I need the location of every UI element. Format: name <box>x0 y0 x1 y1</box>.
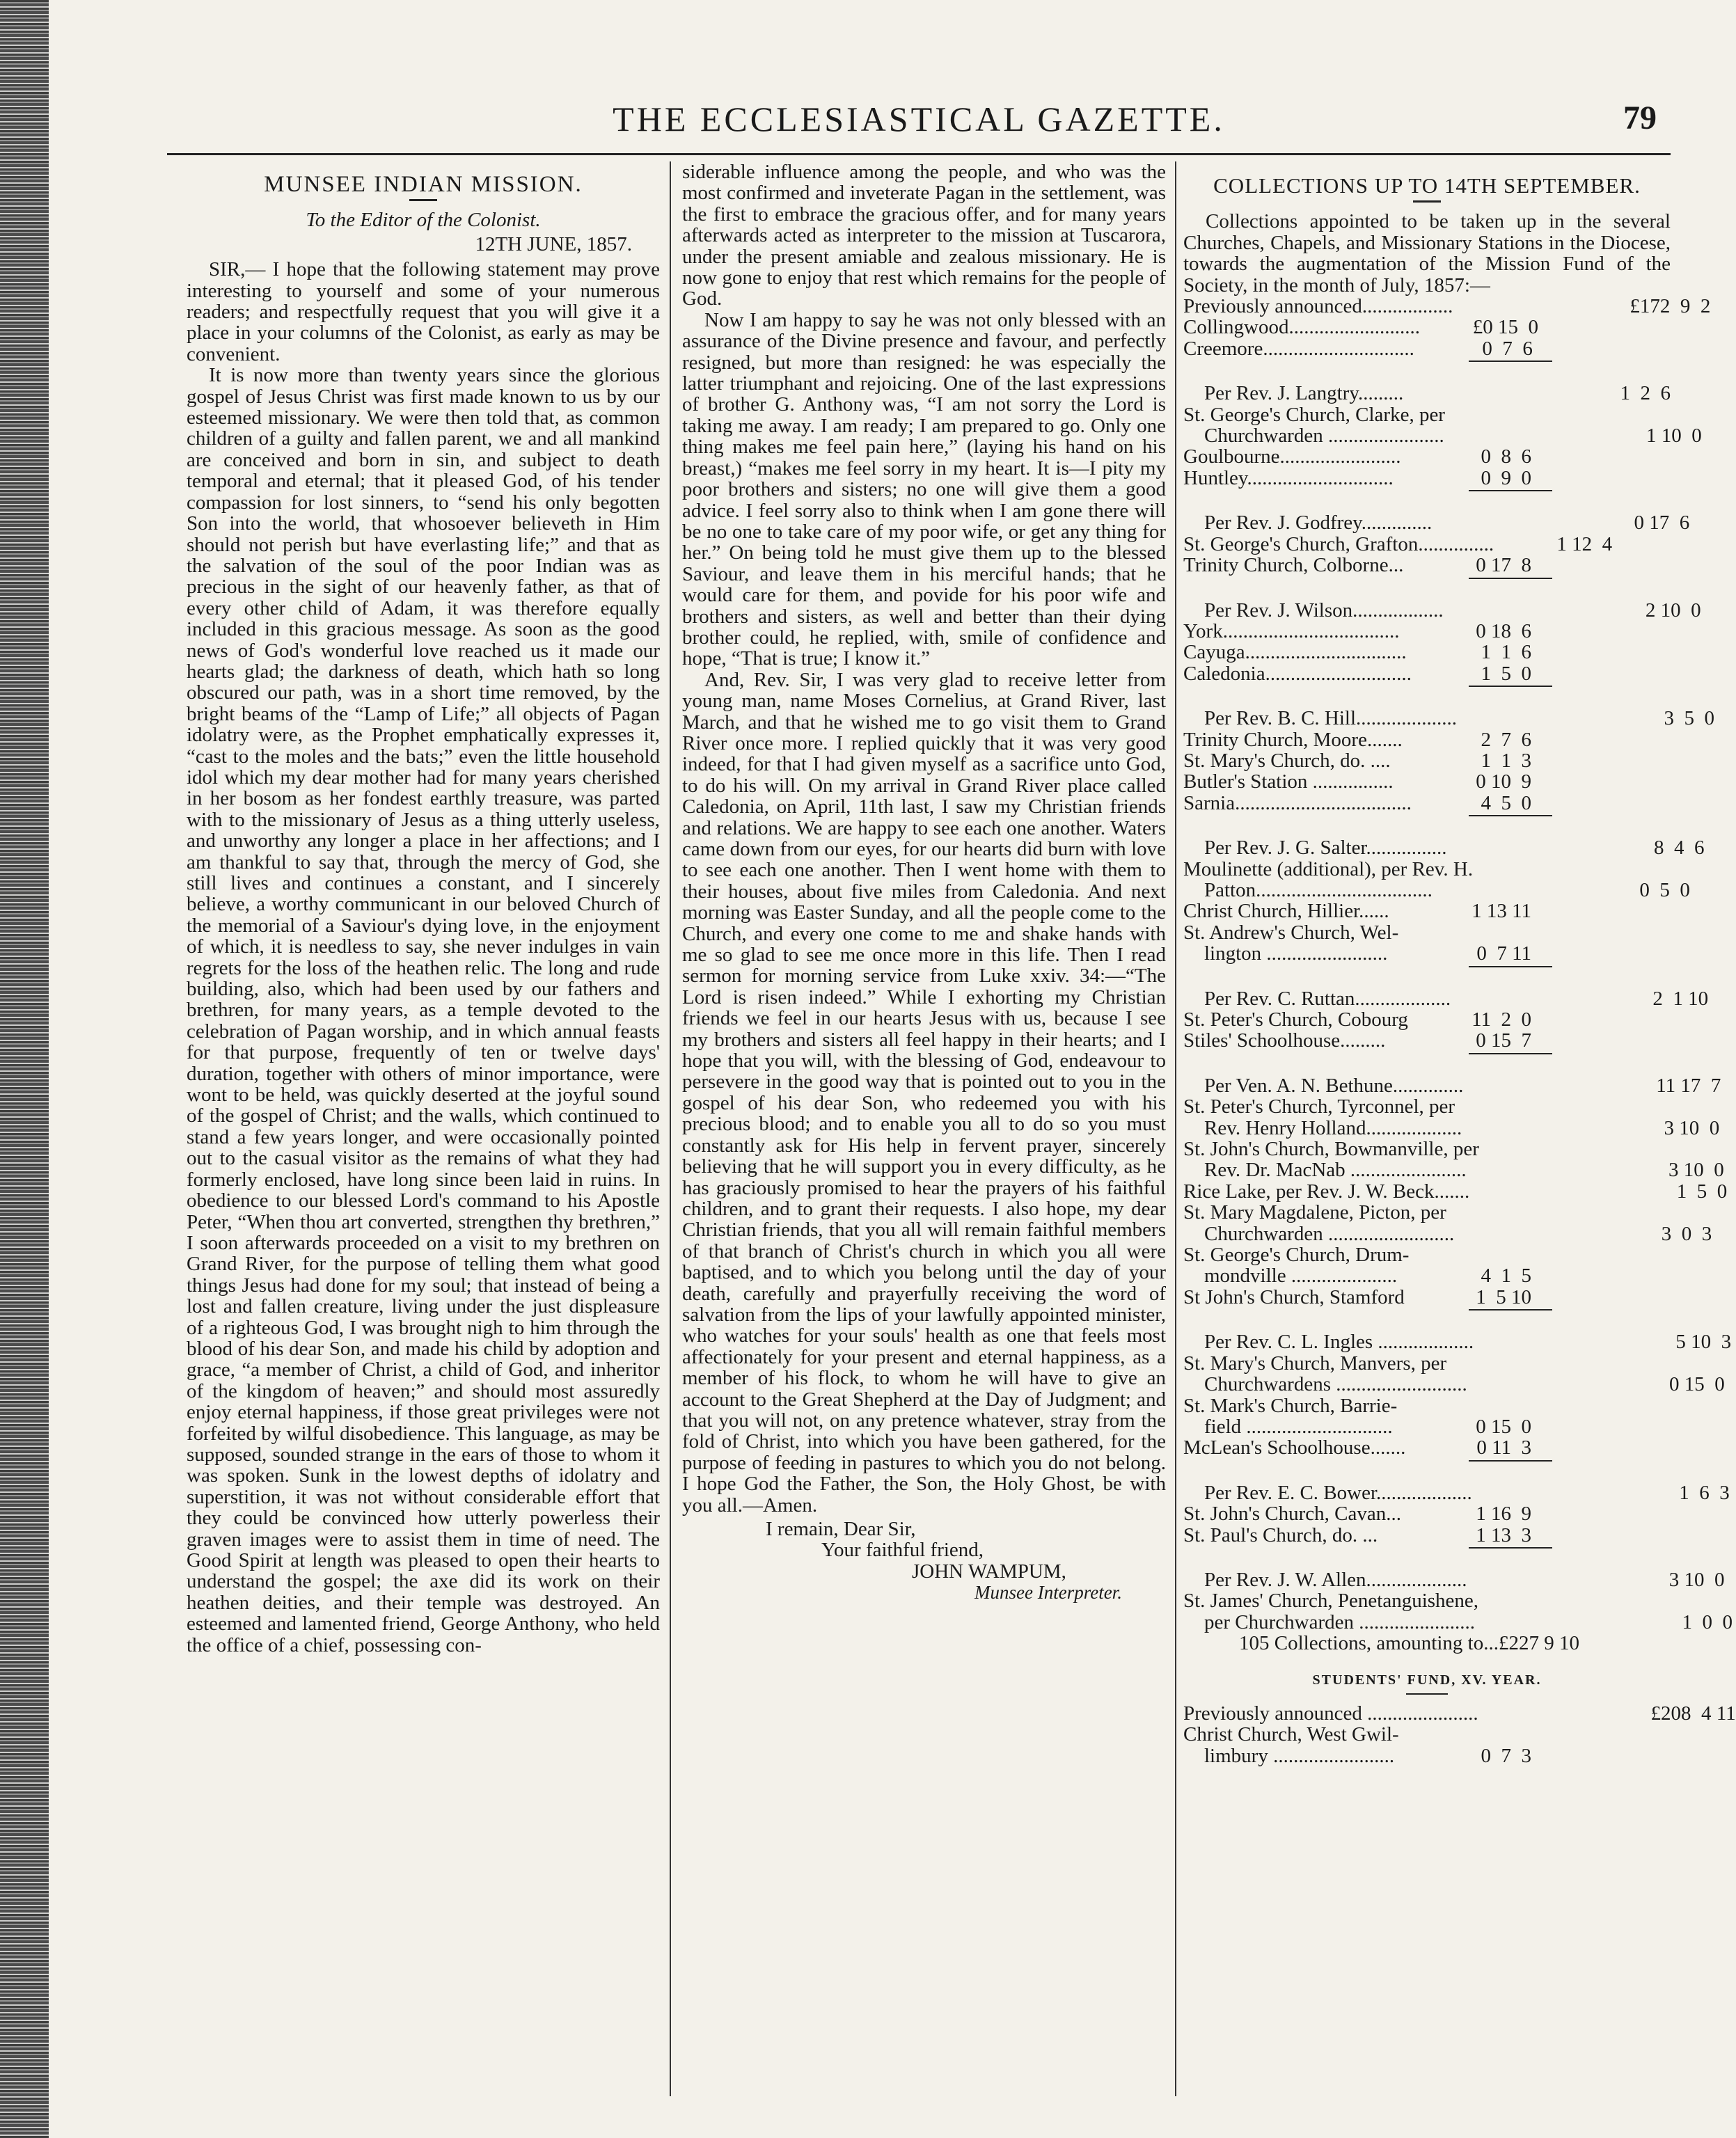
ledger-label: mondville ..................... <box>1204 1265 1398 1288</box>
ledger-label: Per Rev. C. Ruttan................... <box>1204 987 1451 1010</box>
ledger-label: St. Paul's Church, do. ... <box>1183 1523 1378 1546</box>
article-column-1 <box>187 161 660 1656</box>
ledger-label: Churchwardens .......................... <box>1204 1373 1467 1396</box>
section-gap <box>1183 491 1671 512</box>
ledger-label: Trinity Church, Moore....... <box>1183 728 1403 751</box>
ledger-row <box>1183 1096 1671 1117</box>
ledger-label: per Churchwarden ....................... <box>1204 1610 1475 1633</box>
collections-column <box>1183 161 1736 1767</box>
ledger-label: Christ Church, West Gwil- <box>1183 1723 1399 1746</box>
ledger-amount: £0 15 0 <box>1472 316 1538 339</box>
ledger-row <box>1183 1610 1733 1633</box>
ledger-label: St. George's Church, Clarke, per <box>1183 403 1445 426</box>
ledger-amount: 1 1 6 <box>1481 641 1531 664</box>
ledger-row <box>1183 1265 1671 1286</box>
ledger-label: St. Mary's Church, Manvers, per <box>1183 1352 1447 1375</box>
ledger-row <box>1183 663 1671 684</box>
signature-block <box>682 1519 1166 1604</box>
ledger-row <box>1183 446 1671 467</box>
ledger-amount: 1 16 9 <box>1476 1503 1531 1526</box>
section-gap <box>1183 1054 1671 1075</box>
ledger-row <box>1183 1030 1671 1051</box>
ledger-label: McLean's Schoolhouse....... <box>1183 1436 1406 1459</box>
ledger-amount: 0 7 6 <box>1482 337 1533 360</box>
ledger-label: limbury ........................ <box>1204 1744 1395 1767</box>
ledger-label: St John's Church, Stamford <box>1183 1285 1405 1308</box>
ledger-row <box>1183 1373 1725 1396</box>
ledger-amount: 0 8 6 <box>1481 445 1531 468</box>
ledger-amount: 0 9 0 <box>1481 466 1531 489</box>
ledger-subtotal: 0 5 0 <box>1639 878 1690 901</box>
page-number: 79 <box>1623 100 1657 136</box>
collections-ledger <box>1183 295 1733 1633</box>
ledger-amount: 0 7 11 <box>1476 942 1531 965</box>
ledger-row <box>1183 1139 1671 1159</box>
ledger-row <box>1183 729 1671 750</box>
ledger-amount: 1 13 3 <box>1476 1523 1531 1546</box>
ledger-label: Per Ven. A. N. Bethune.............. <box>1204 1074 1464 1097</box>
ledger-label: Previously announced ...................... <box>1183 1702 1478 1725</box>
collections-intro: Collections appointed to be taken up in the several Churches, Chapels, and Missionary Stations in the Diocese, towards the augmentation of the Mission Fund of the Society, in the month of July, 1857:— <box>1183 210 1671 296</box>
ledger-amount: 0 7 3 <box>1481 1744 1531 1767</box>
ledger-label: St. Peter's Church, Tyrconnel, per <box>1183 1095 1455 1118</box>
ledger-amount: 1 12 4 <box>1556 532 1613 555</box>
ledger-row <box>1183 943 1671 964</box>
ledger-label: Churchwarden ....................... <box>1204 425 1444 448</box>
ledger-row <box>1183 750 1671 771</box>
ledger-label: St. John's Church, Bowmanville, per <box>1183 1138 1479 1161</box>
ledger-label: Stiles' Schoolhouse......... <box>1183 1029 1386 1052</box>
ledger-subtotal: 1 6 3 <box>1679 1481 1730 1504</box>
ledger-label: Cayuga................................ <box>1183 641 1407 664</box>
ledger-label: Per Rev. J. Wilson.................. <box>1204 599 1444 621</box>
ledger-subtotal: 3 5 0 <box>1664 707 1715 730</box>
ledger-row <box>1183 837 1705 860</box>
ledger-amount: 0 15 0 <box>1476 1415 1531 1438</box>
ledger-subtotal: 1 5 0 <box>1676 1180 1728 1203</box>
ledger-row <box>1183 317 1671 338</box>
ledger-label: Per Rev. C. L. Ingles ................... <box>1204 1331 1474 1354</box>
ledger-row <box>1183 1503 1671 1524</box>
ledger-label: lington ........................ <box>1204 942 1388 965</box>
paragraph: It is now more than twenty years since the glorious gospel of Jesus Christ was first made known to us by our esteemed missionary. We were then told that, as common children of a guilty and fallen parent, we and all mankind are conceived and born in sin, and subject to death temporal and eternal; that it pleased God, of his tender compassion for lost sinners, to “send his only begotten Son into the world, that whosoever believeth in Him should not perish but have everlasting life;” and that as the salvation of the soul of the poor Indian was as precious in the sight of our heavenly father, as that of every other child of Adam, it was therefore equally included in this gracious message. As soon as the good news of God's wonderful love reached us it made our hearts glad; the darkness of death, which hath so long obscured our path, was in a short time removed, by the bright beams of the “Lamp of Life;” all objects of Pagan idolatry were, as the Prophet emphatically expresses it, “cast to the moles and the bats;” even the little household idol which my dear mother had for many years cherished in her bosom as her fondest earthly treasure, was parted with to the missionary of Jesus as a thing utterly useless, and unworthy any longer a place in her affections; and I am thankful to say that, through the mercy of God, she still lives and continues a constant, and I sincerely believe, a worthy communicant in our beloved Church of the memorial of a Saviour's dying love, in the enjoyment of which, it is needless to say, she never indulges in vain regrets for the loss of the heathen relic. The long and rude building, also, which had been used by our fathers and brethren, for many years, as a temple devoted to the celebration of Pagan worship, and in which annual feasts for that purpose, frequently of ten or twelve days' duration, together with others of minor importance, were wont to be held, was quickly deserted at the joyful sound of the gospel of Christ; and the walls, which continued to stand a few years longer, and were occasionally pointed out to the casual visitor as the remains of what they had formerly enclosed, have long since been laid in ruins. In obedience to our blessed Lord's command to his Apostle Peter, “When thou art converted, strengthen thy brethren,” I soon afterwards proceeded on a visit to my brethren on Grand River, for the purpose of telling them what good things Jesus had done for my soul; that instead of being a lost and fallen creature, living under the just displeasure of a righteous God, I was brought nigh to him through the blood of his dear Son, and made his child by adoption and grace, “a member of Christ, a child of God, and inheritor of the kingdom of heaven;” and should most assuredly enjoy eternal happiness, if those great privileges were not forfeited by wilful disobedience. This language, as may be supposed, sounded strange in the ears of those to whom it was spoken. Sunk in the lowest depths of idolatry and superstition, it was not without considerable effort that they could be convinced how utterly powerless their graven images were to assist them in time of need. The Good Spirit at length was pleased to open their hearts to understand the gospel; the axe did its work on their heathen deities, and their temple was destroyed. An esteemed and lamented friend, George Anthony, who held the office of a chief, possessing con- <box>187 364 660 1656</box>
ledger-amount: 4 5 0 <box>1481 791 1531 814</box>
ledger-label: York................................... <box>1183 619 1400 642</box>
ledger-row <box>1183 1724 1671 1745</box>
ledger-label: Patton................................... <box>1204 878 1433 901</box>
ledger-subtotal: 1 10 0 <box>1646 425 1702 448</box>
ledger-label: Churchwarden ......................... <box>1204 1222 1455 1245</box>
ledger-row <box>1183 555 1671 576</box>
ledger-row <box>1183 468 1671 489</box>
collections-total: 105 Collections, amounting to...£227 9 10 <box>1239 1632 1579 1655</box>
ledger-amount: 2 7 6 <box>1481 728 1531 751</box>
ledger-row <box>1183 1416 1671 1437</box>
ledger-subtotal: 5 10 3 <box>1675 1331 1732 1354</box>
ledger-label: St. Mary's Church, do. .... <box>1183 749 1391 772</box>
fund-title: STUDENTS' FUND, XV. YEAR. <box>1312 1672 1542 1688</box>
ledger-row <box>1183 707 1715 730</box>
dateline: 12TH JUNE, 1857. <box>475 232 632 255</box>
ledger-row <box>1183 793 1671 814</box>
ledger-subtotal: 1 0 0 <box>1682 1610 1733 1633</box>
ledger-row <box>1183 1525 1671 1546</box>
title-dash <box>409 199 437 201</box>
ledger-amount: 11 2 0 <box>1471 1008 1531 1031</box>
ledger-subtotal: 11 17 7 <box>1656 1074 1721 1097</box>
title-dash <box>1406 1693 1448 1695</box>
ledger-row <box>1183 1353 1671 1374</box>
page-header <box>167 99 1671 148</box>
ledger-amount: 0 11 3 <box>1476 1436 1531 1459</box>
ledger-row <box>1183 1074 1721 1097</box>
scan-edge <box>0 0 49 2138</box>
ledger-row <box>1183 1590 1671 1611</box>
ledger-label: St. Peter's Church, Cobourg <box>1183 1008 1408 1031</box>
ledger-row <box>1183 1745 1671 1766</box>
article-title: MUNSEE INDIAN MISSION. <box>264 172 583 197</box>
publication-title: THE ECCLESIASTICAL GAZETTE. <box>613 100 1225 138</box>
ledger-row <box>1183 1481 1730 1504</box>
column-divider <box>1175 161 1176 2096</box>
ledger-label: Rice Lake, per Rev. J. W. Beck....... <box>1183 1180 1470 1203</box>
ledger-amount: 0 15 7 <box>1476 1029 1531 1052</box>
ledger-row <box>1183 425 1702 448</box>
signature-title: Munsee Interpreter. <box>974 1582 1122 1604</box>
ledger-label: Huntley............................. <box>1183 466 1394 489</box>
ledger-row <box>1183 1437 1671 1458</box>
ledger-label: Per Rev. B. C. Hill.................... <box>1204 707 1458 730</box>
ledger-label: Rev. Henry Holland................... <box>1204 1116 1462 1139</box>
ledger-subtotal: 3 10 0 <box>1668 1159 1724 1182</box>
ledger-label: Sarnia................................... <box>1183 791 1412 814</box>
ledger-label: Per Rev. J. Langtry......... <box>1204 382 1404 405</box>
ledger-row <box>1183 1202 1671 1223</box>
ledger-row <box>1183 1180 1728 1203</box>
ledger-label: St. Andrew's Church, Wel- <box>1183 921 1399 944</box>
ledger-label: St. George's Church, Grafton............... <box>1183 532 1494 555</box>
ledger-row <box>1183 1287 1671 1308</box>
ledger-label: Trinity Church, Colborne... <box>1183 554 1404 577</box>
column-divider <box>670 161 671 2096</box>
ledger-label: Moulinette (additional), per Rev. H. <box>1183 857 1474 880</box>
section-gap <box>1183 816 1671 837</box>
section-gap <box>1183 687 1671 708</box>
ledger-amount: 4 1 5 <box>1481 1265 1531 1288</box>
ledger-row <box>1183 859 1671 880</box>
ledger-amount: 1 13 11 <box>1471 900 1531 923</box>
ledger-label: St. George's Church, Drum- <box>1183 1244 1410 1267</box>
ledger-row <box>1183 383 1671 404</box>
ledger-row <box>1183 642 1671 663</box>
ledger-label: Rev. Dr. MacNab ....................... <box>1204 1159 1467 1182</box>
paragraph: siderable influence among the people, and who was the most confirmed and inveterate Pagan in the settlement, was the first to embrace the gracious offer, and for many years afterwards acted as interpreter to the mission at Tuscarora, under the present amiable and zealous missionary. He is now gone to enjoy that rest which remains for the people of God. <box>682 161 1166 310</box>
ledger-amount: 1 5 0 <box>1481 662 1531 685</box>
ledger-label: St. Mary Magdalene, Picton, per <box>1183 1201 1446 1224</box>
ledger-amount: 1 1 3 <box>1481 749 1531 772</box>
header-rule <box>167 153 1671 155</box>
section-gap <box>1183 1462 1671 1482</box>
ledger-row <box>1183 922 1671 943</box>
ledger-label: Caledonia............................. <box>1183 662 1412 685</box>
ledger-label: Per Rev. E. C. Bower................... <box>1204 1481 1472 1504</box>
ledger-row <box>1183 1702 1736 1725</box>
ledger-label: St. John's Church, Cavan... <box>1183 1503 1401 1526</box>
ledger-label: Butler's Station ................ <box>1183 770 1394 793</box>
ledger-subtotal: 0 15 0 <box>1669 1373 1725 1396</box>
ledger-row <box>1183 771 1671 792</box>
ledger-label: Previously announced.................. <box>1183 295 1453 318</box>
ledger-label: Collingwood.......................... <box>1183 316 1420 339</box>
ledger-label: Christ Church, Hillier...... <box>1183 900 1389 923</box>
ledger-amount: 0 18 6 <box>1476 619 1531 642</box>
signature-name: JOHN WAMPUM, <box>912 1560 1066 1583</box>
collections-title: COLLECTIONS UP TO 14TH SEPTEMBER. <box>1213 173 1641 198</box>
ledger-amount: 0 10 9 <box>1476 770 1531 793</box>
ledger-row <box>1183 1244 1671 1265</box>
ledger-row <box>1183 878 1690 901</box>
ledger-label: St. James' Church, Penetanguishene, <box>1183 1590 1479 1613</box>
ledger-subtotal: £172 9 2 <box>1630 295 1711 318</box>
ledger-row <box>1183 1395 1671 1416</box>
section-gap <box>1183 362 1671 383</box>
ledger-amount: 0 17 8 <box>1476 554 1531 577</box>
ledger-label: field ............................. <box>1204 1415 1393 1438</box>
ledger-row <box>1183 621 1671 642</box>
addressee: To the Editor of the Colonist. <box>306 209 541 232</box>
ledger-label: Creemore.............................. <box>1183 337 1414 360</box>
ledger-row <box>1183 1222 1712 1245</box>
ledger-row <box>1183 1009 1671 1030</box>
ledger-subtotal: 2 10 0 <box>1645 599 1701 621</box>
ledger-row <box>1183 1116 1720 1139</box>
paragraph: Now I am happy to say he was not only blessed with an assurance of the Divine presence and favour, and perfectly resigned, but more than resigned: he was especially the latter triumphant and rejoicing. One of the last expressions of brother G. Anthony was, “I am not sorry the Lord is taking me away. I am ready; I am prepared to go. Only one thing makes me feel pain here,” (laying his hand on his breast,) “makes me feel sorry in my heart. It is—I pity my poor brothers and sisters; no one will give them a good advice. I feel sorry also to think when I am gone there will be no one to take care of my poor wife, or get any thing for her.” On being told he must give them up to the blessed Saviour, and leave them in his merciful hands; that he would care for them, and povide for his poor wife and brothers and sisters, as well and better than their dying brother could, he replied, with, smile of confidence and hope, “That is true; I know it.” <box>682 308 1166 670</box>
fund-ledger <box>1183 1702 1736 1767</box>
ledger-label: St. Mark's Church, Barrie- <box>1183 1394 1398 1417</box>
ledger-subtotal: £208 4 11 <box>1650 1702 1736 1725</box>
section-gap <box>1183 967 1671 988</box>
ledger-subtotal: 3 0 3 <box>1661 1222 1712 1245</box>
paragraph: SIR,— I hope that the following statement may prove interesting to yourself and some of your numerous readers; and respectfully request that you will give it a place in your columns of the Colonist, as early as may be convenient. <box>187 258 660 365</box>
ledger-row <box>1183 404 1671 425</box>
ledger-row <box>1183 512 1690 534</box>
paragraph: And, Rev. Sir, I was very glad to receive letter from young man, name Moses Cornelius, at Grand River, last March, and that he wished me to go visit them to Grand River once more. I replied quickly that it was very good indeed, for that I had given myself as a sacrifice unto God, to do his will. On my arrival in Grand River place called Caledonia, on April, 11th last, I saw my Christian friends and relations. We are happy to see each one another. Waters came down from our eyes, for our hearts did burn with love to see each one another. Then I went home with them to their houses, about five miles from Caledonia. And next morning was Easter Sunday, and all the people come to the Church, and every one come to me and shake hands with me so glad to see me once more in this life. Then I read sermon for morning service from Luke xxiv. 34:—“The Lord is risen indeed.” While I exhorting my Christian friends we feel in our hearts Jesus with us, because I see my brothers and sisters all feel happy in their hearts; and I hope that you will, with the blessing of God, endeavour to persevere in the good way that is pointed out to you in the gospel of his dear Son, who redeemed you with his precious blood; and to enable you all to do so you must constantly ask for His help in fervent prayer, sincerely believing that he will support you in every difficulty, as he has graciously promised to hear the prayers of his faithful children, and to grant their requests. I also hope, my dear Christian friends, that you all will remain faithful members of that branch of Christ's church in which you all were baptised, and to which you belong until the day of your death, carefully and prayerfully receiving the word of salvation from the lips of your lawfully appointed minister, who watches for your souls' health as one that feels most affectionately for your present and eternal happiness, as a member of his flock, to whom he will have to give an account to the Great Shepherd at the Day of Judgment; and that you will not, on any pretence whatever, stray from the fold of Christ, into which you have been gathered, for the purpose of feeding in pastures to which you do not belong. I hope God the Father, the Son, the Holy Ghost, be with you all.—Amen. <box>682 668 1166 1517</box>
ledger-amount: 1 5 10 <box>1476 1285 1531 1308</box>
ledger-row <box>1183 1331 1732 1354</box>
ledger-subtotal: 8 4 6 <box>1654 837 1705 860</box>
section-gap <box>1183 1310 1671 1331</box>
ledger-subtotal: 0 17 6 <box>1634 512 1690 534</box>
ledger-label: Goulbourne........................ <box>1183 445 1401 468</box>
closing-line: Your faithful friend, <box>821 1539 984 1562</box>
article-column-2 <box>682 161 1166 1604</box>
ledger-label: Per Rev. J. W. Allen.................... <box>1204 1568 1467 1591</box>
closing-line: I remain, Dear Sir, <box>766 1518 916 1540</box>
ledger-subtotal: 1 2 6 <box>1620 382 1671 405</box>
ledger-subtotal: 3 10 0 <box>1664 1116 1720 1139</box>
ledger-row <box>1183 534 1671 555</box>
ledger-subtotal: 2 1 10 <box>1652 987 1709 1010</box>
ledger-subtotal: 3 10 0 <box>1668 1568 1725 1591</box>
ledger-row <box>1183 1159 1724 1182</box>
ledger-row <box>1183 901 1671 921</box>
section-gap <box>1183 1549 1671 1569</box>
title-dash <box>1413 200 1441 203</box>
ledger-label: Per Rev. J. G. Salter................ <box>1204 837 1447 860</box>
ledger-row <box>1183 295 1711 318</box>
section-gap <box>1183 579 1671 600</box>
ledger-row <box>1183 1568 1725 1591</box>
ledger-label: Per Rev. J. Godfrey.............. <box>1204 512 1433 534</box>
ledger-row <box>1183 599 1701 621</box>
ledger-row <box>1183 987 1709 1010</box>
ledger-row <box>1183 338 1671 359</box>
